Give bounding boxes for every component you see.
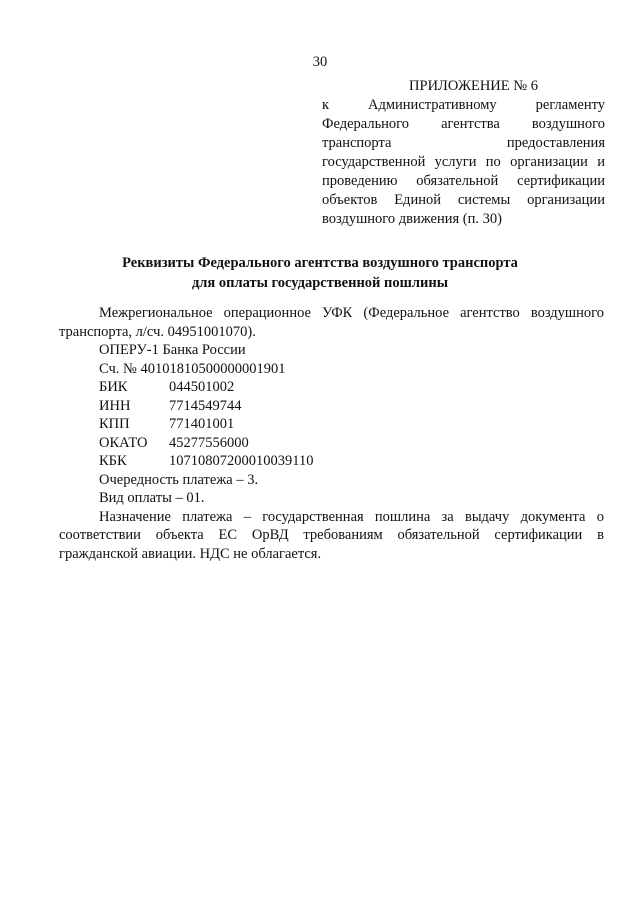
word: (Федеральное <box>363 305 450 321</box>
word: воздушного <box>531 116 605 132</box>
appendix-line: воздушного движения (п. 30) <box>322 211 502 227</box>
payment-priority: Очередность платежа – 3. <box>99 471 259 488</box>
requisite-value: 10710807200010039110 <box>169 453 314 469</box>
requisite-row <box>59 415 604 434</box>
appendix-line <box>322 172 605 191</box>
requisite-value: 044501002 <box>169 379 235 395</box>
appendix-line <box>322 191 605 210</box>
word: системы <box>457 192 511 208</box>
word: обязательной <box>397 527 480 543</box>
appendix-title: ПРИЛОЖЕНИЕ № 6 <box>409 78 538 94</box>
word: сертификации <box>517 173 605 189</box>
word: платежа <box>182 508 233 525</box>
word: требованиям <box>303 527 383 543</box>
word: Назначение <box>99 508 171 525</box>
requisites-body <box>59 304 604 563</box>
purpose-line <box>59 526 604 545</box>
word: документа <box>520 508 586 525</box>
word: в <box>597 527 604 543</box>
heading-line: для оплаты государственной пошлины <box>191 275 449 291</box>
appendix-line <box>322 134 605 153</box>
purpose-line: гражданской авиации. НДС не облагается. <box>59 545 322 562</box>
word: ЕС <box>218 527 238 543</box>
requisite-key: ОКАТО <box>99 434 148 451</box>
bank-name: ОПЕРУ-1 Банка России <box>99 342 246 358</box>
purpose-line <box>59 508 604 527</box>
word: государственная <box>262 508 364 525</box>
word: пошлина <box>374 508 431 525</box>
appendix-line <box>322 115 605 134</box>
requisite-value: 771401001 <box>169 416 235 432</box>
word: предоставления <box>506 135 605 151</box>
word: обязательной <box>416 173 499 189</box>
appendix-block <box>322 77 605 229</box>
word: выдачу <box>464 508 510 525</box>
requisite-key: КБК <box>99 453 127 469</box>
word: по <box>485 154 501 170</box>
payment-type: Вид оплаты – 01. <box>99 490 205 506</box>
word: организации <box>510 154 588 170</box>
requisite-row <box>59 434 604 453</box>
word: соответствии <box>59 527 141 543</box>
word: объекта <box>155 527 204 543</box>
heading-line: Реквизиты Федерального агентства воздушного транспорта <box>122 255 518 271</box>
word: Административному <box>368 97 497 113</box>
recipient-line: транспорта, л/сч. 04951001070). <box>59 323 256 340</box>
word: сертификации <box>494 527 583 543</box>
word: о <box>596 508 604 525</box>
word: агентство <box>460 305 520 321</box>
requisite-row <box>59 378 604 397</box>
word: ОрВД <box>251 527 289 543</box>
appendix-line <box>322 96 605 115</box>
word: за <box>441 508 454 525</box>
requisite-key: ИНН <box>99 397 131 414</box>
requisite-key: БИК <box>99 379 128 395</box>
page-number: 30 <box>312 54 328 70</box>
word: к <box>322 97 330 113</box>
word: услуги <box>434 154 477 170</box>
word: объектов <box>322 192 378 208</box>
word: регламенту <box>535 97 605 113</box>
recipient-line <box>59 304 604 323</box>
account-number: Сч. № 40101810500000001901 <box>99 360 286 377</box>
word: Единой <box>394 192 441 208</box>
word: агентства <box>441 116 500 132</box>
requisite-value: 7714549744 <box>169 397 242 414</box>
word: транспорта <box>322 135 392 151</box>
requisite-key: КПП <box>99 416 130 432</box>
word: Межрегиональное <box>99 305 213 321</box>
word: операционное <box>223 305 311 321</box>
word: воздушного <box>530 305 604 321</box>
appendix-line <box>322 153 605 172</box>
word: УФК <box>322 305 353 321</box>
requisite-row <box>59 397 604 416</box>
word: Федерального <box>322 116 410 132</box>
word: проведению <box>322 173 398 189</box>
word: и <box>597 154 605 170</box>
requisite-row <box>59 452 604 471</box>
word: государственной <box>322 154 426 170</box>
document-heading <box>0 253 640 293</box>
requisite-value: 45277556000 <box>169 434 249 451</box>
word: – <box>243 508 251 525</box>
word: организации <box>527 192 605 208</box>
